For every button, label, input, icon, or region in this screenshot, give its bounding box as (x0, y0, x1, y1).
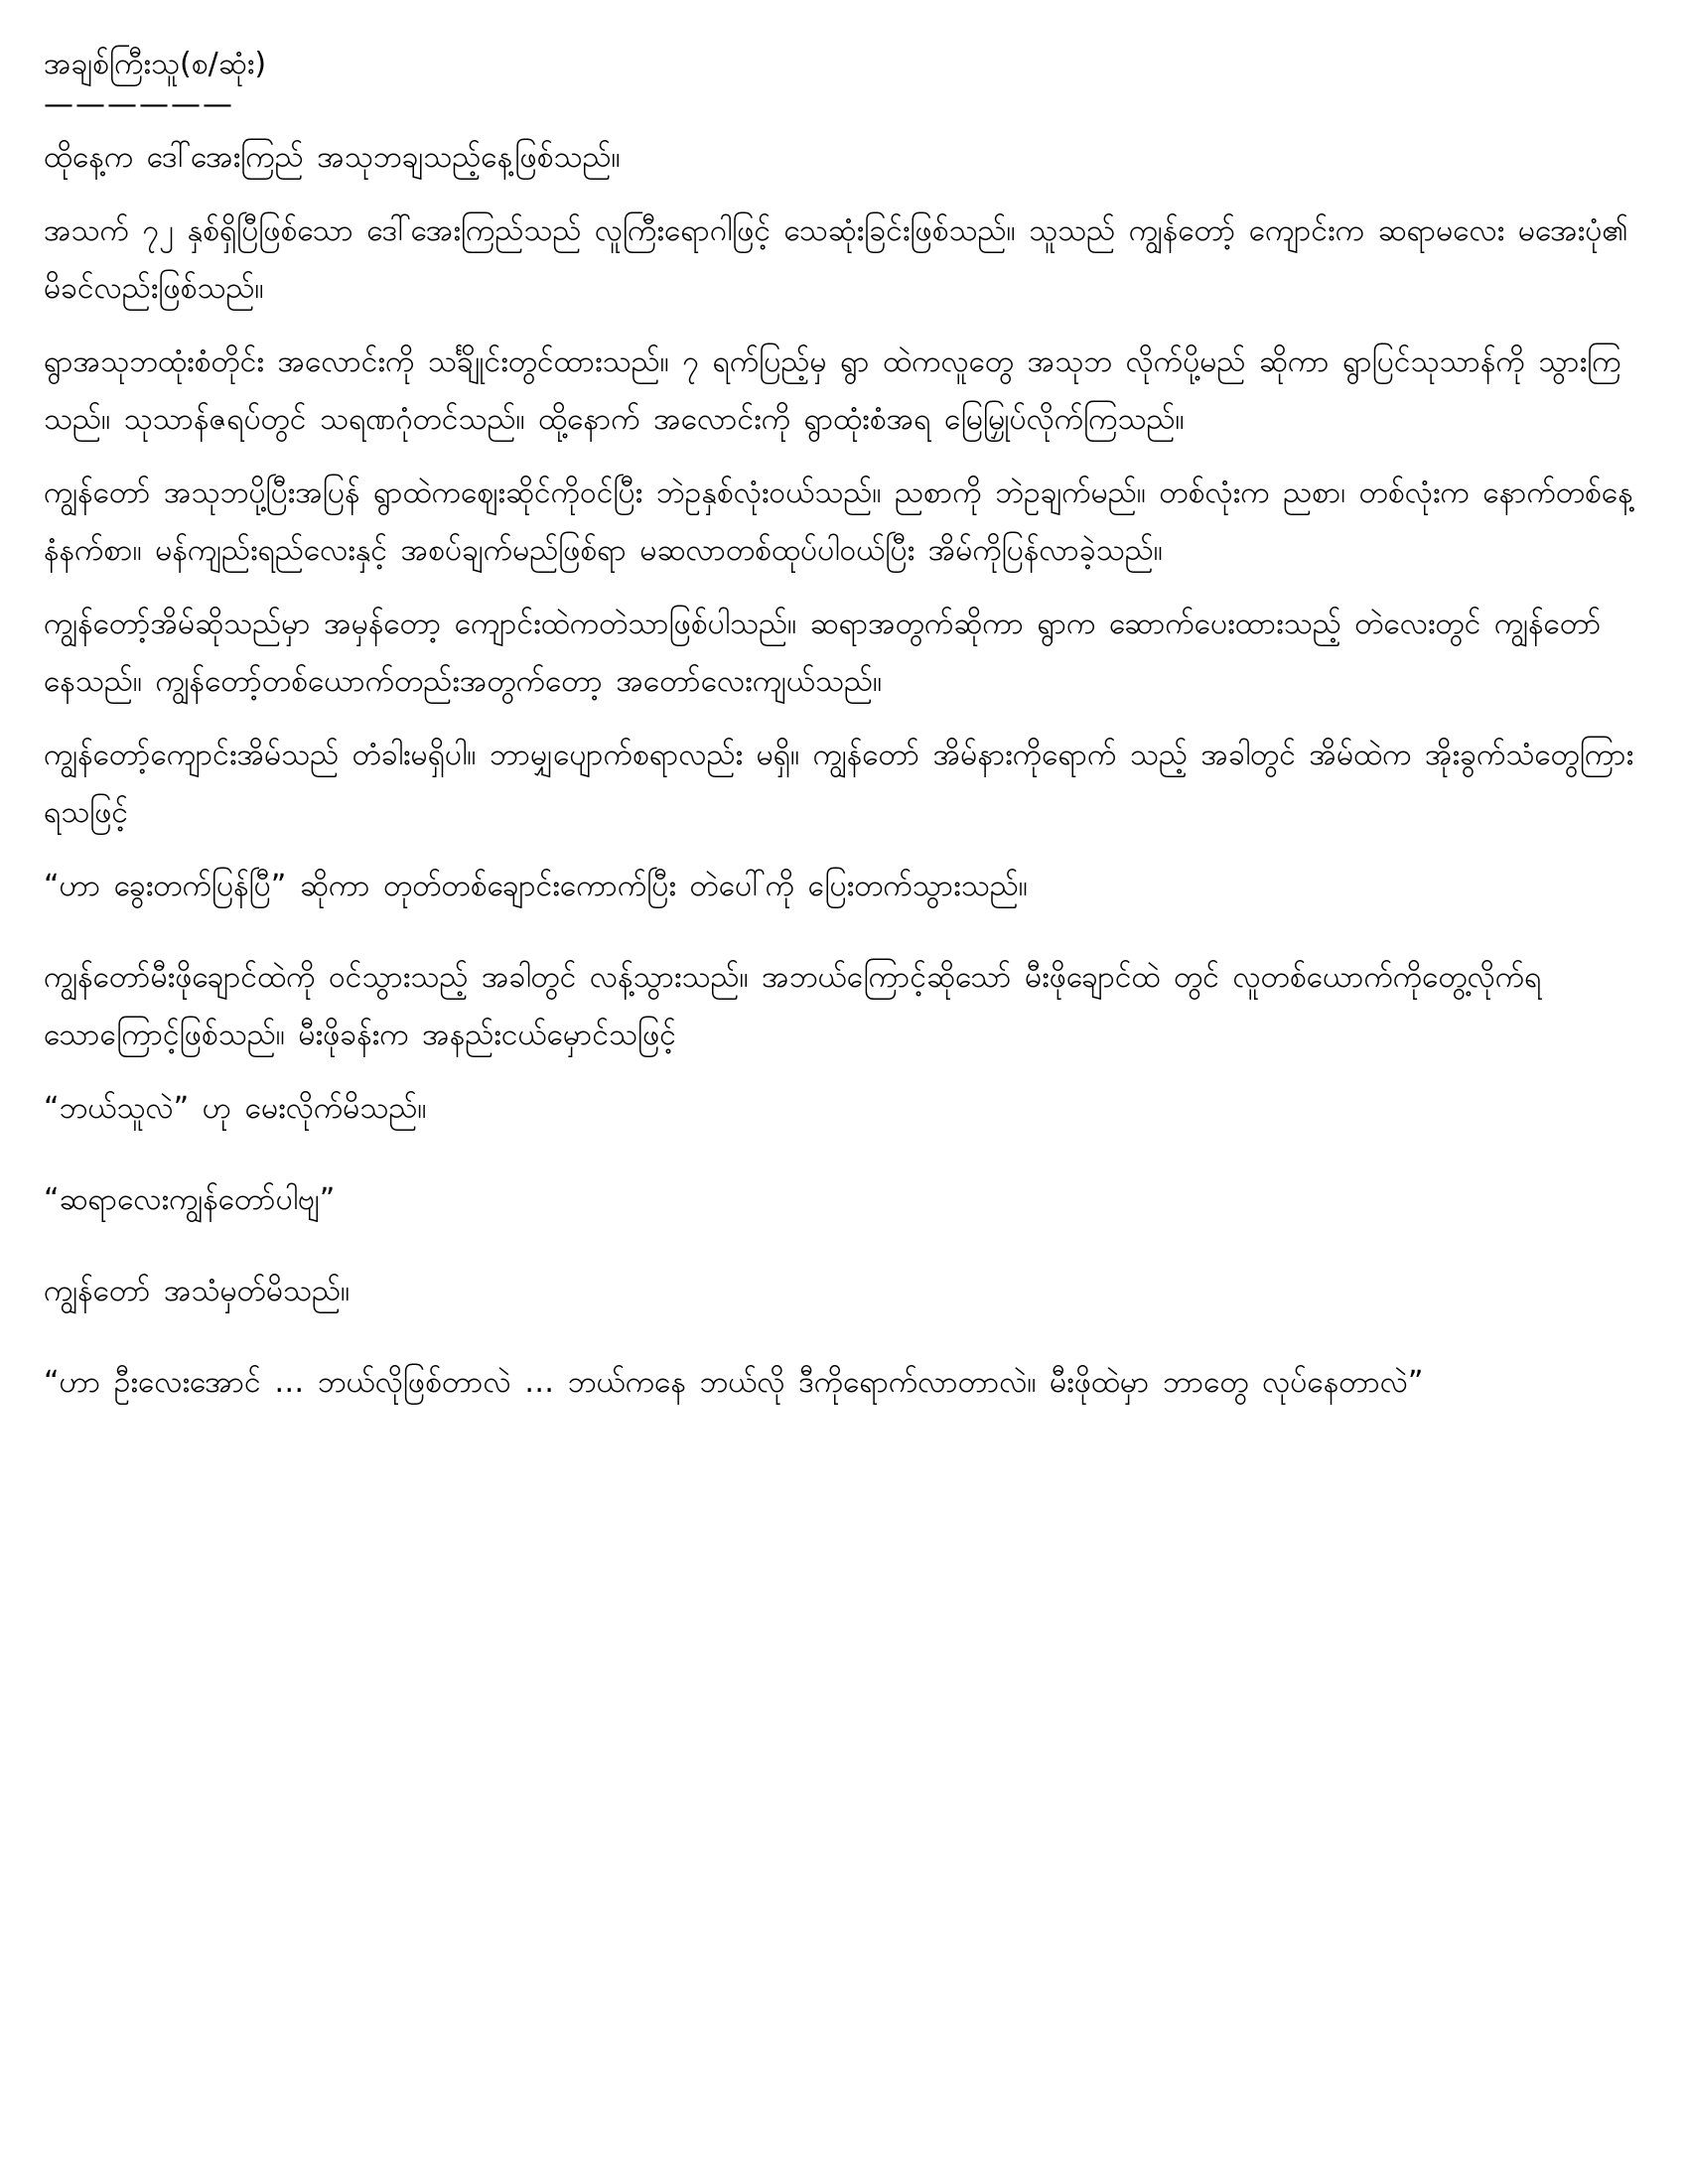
paragraph-11: ကျွန်တော် အသံမှတ်မိသည်။ (44, 1274, 351, 1308)
paragraph-2: အသက် ၇၂ နှစ်ရှိပြီဖြစ်သော ဒေါ်အေးကြည်သည် လူကြီးရောဂါဖြင့် သေဆုံးခြင်းဖြစ်သည်။ သူသည် ကျွန်တော့် ကျောင်းက ဆရာမလေး မအေးပုံ၏ မိခင်လည်းဖြစ်သည်။ (44, 213, 1629, 306)
paragraph-12: “ဟာ ဦးလေးအောင် … ဘယ်လိုဖြစ်တာလဲ … ဘယ်ကနေ ဘယ်လို ဒီကိုရောက်လာတာလဲ။ မီးဖိုထဲမှာ ဘာတွေ လုပ်နေတာလဲ” (44, 1365, 1424, 1400)
title-divider: —————— (44, 87, 234, 122)
document-title: အချစ်ကြီးသူ(စ/ဆုံး) (44, 47, 267, 81)
paragraph-5: ကျွန်တော့်အိမ်ဆိုသည်မှာ အမှန်တော့ ကျောင်းထဲကတဲသာဖြစ်ပါသည်။ ဆရာအတွက်ဆိုကာ ရွာက ဆောက်ပေးထားသည့် တဲလေးတွင် ကျွန်တော်နေသည်။ ကျွန်တော့်တစ်ယောက်တည်းအတွက်တော့ အတော်လေးကျယ်သည်။ (44, 607, 1602, 699)
paragraph-8: ကျွန်တော်မီးဖိုချောင်ထဲကို ဝင်သွားသည့် အခါတွင် လန့်သွားသည်။ အဘယ်ကြောင့်ဆိုသော် မီးဖိုချောင်ထဲ တွင် လူတစ်ယောက်ကိုတွေ့လိုက်ရသောကြောင့်ဖြစ်သည်။ မီးဖိုခန်းက အနည်းငယ်မှောင်သဖြင့် (44, 960, 1542, 1052)
document-page (44, 40, 1652, 1428)
paragraph-7: “ဟာ ခွေးတက်ပြန်ပြီ” ဆိုကာ တုတ်တစ်ချောင်းကောက်ပြီး တဲပေါ်ကို ပြေးတက်သွားသည်။ (44, 869, 1028, 903)
paragraph-1: ထိုနေ့က ဒေါ်အေးကြည် အသုဘချသည့်နေ့ဖြစ်သည်။ (44, 140, 621, 175)
paragraph-10: “ဆရာလေးကျွန်တော်ပါဗျ” (44, 1182, 336, 1217)
paragraph-6: ကျွန်တော့်ကျောင်းအိမ်သည် တံခါးမရှိပါ။ ဘာမျှပျောက်စရာလည်း မရှိ။ ကျွန်တော် အိမ်နားကိုရောက် သည့် အခါတွင် အိမ်ထဲက အိုးခွက်သံတွေကြားရသဖြင့် (44, 738, 1634, 830)
paragraph-9: “ဘယ်သူလဲ” ဟု မေးလိုက်မိသည်။ (44, 1091, 427, 1126)
paragraph-4: ကျွန်တော် အသုဘပို့ပြီးအပြန် ရွာထဲကဈေးဆိုင်ကိုဝင်ပြီး ဘဲဥနှစ်လုံးဝယ်သည်။ ညစာကို ဘဲဥချက်မည်။ တစ်လုံးက ညစာ၊ တစ်လုံးက နောက်တစ်နေ့ နံနက်စာ။ မန်ကျည်းရည်လေးနှင့် အစပ်ချက်မည်ဖြစ်ရာ မဆလာတစ်ထုပ်ပါဝယ်ပြီး အိမ်ကိုပြန်လာခဲ့သည်။ (44, 476, 1633, 568)
paragraph-3: ရွာအသုဘထုံးစံတိုင်း အလောင်းကို သင်္ချိုင်းတွင်ထားသည်။ ၇ ရက်ပြည့်မှ ရွာ ထဲကလူတွေ အသုဘ လိုက်ပို့မည် ဆိုကာ ရွာပြင်သုသာန်ကို သွားကြသည်။ သုသာန်ဇရပ်တွင် သရဏဂုံတင်သည်။ ထို့နောက် အလောင်းကို ရွာထုံးစံအရ မြေမြှုပ်လိုက်ကြသည်။ (44, 344, 1621, 437)
